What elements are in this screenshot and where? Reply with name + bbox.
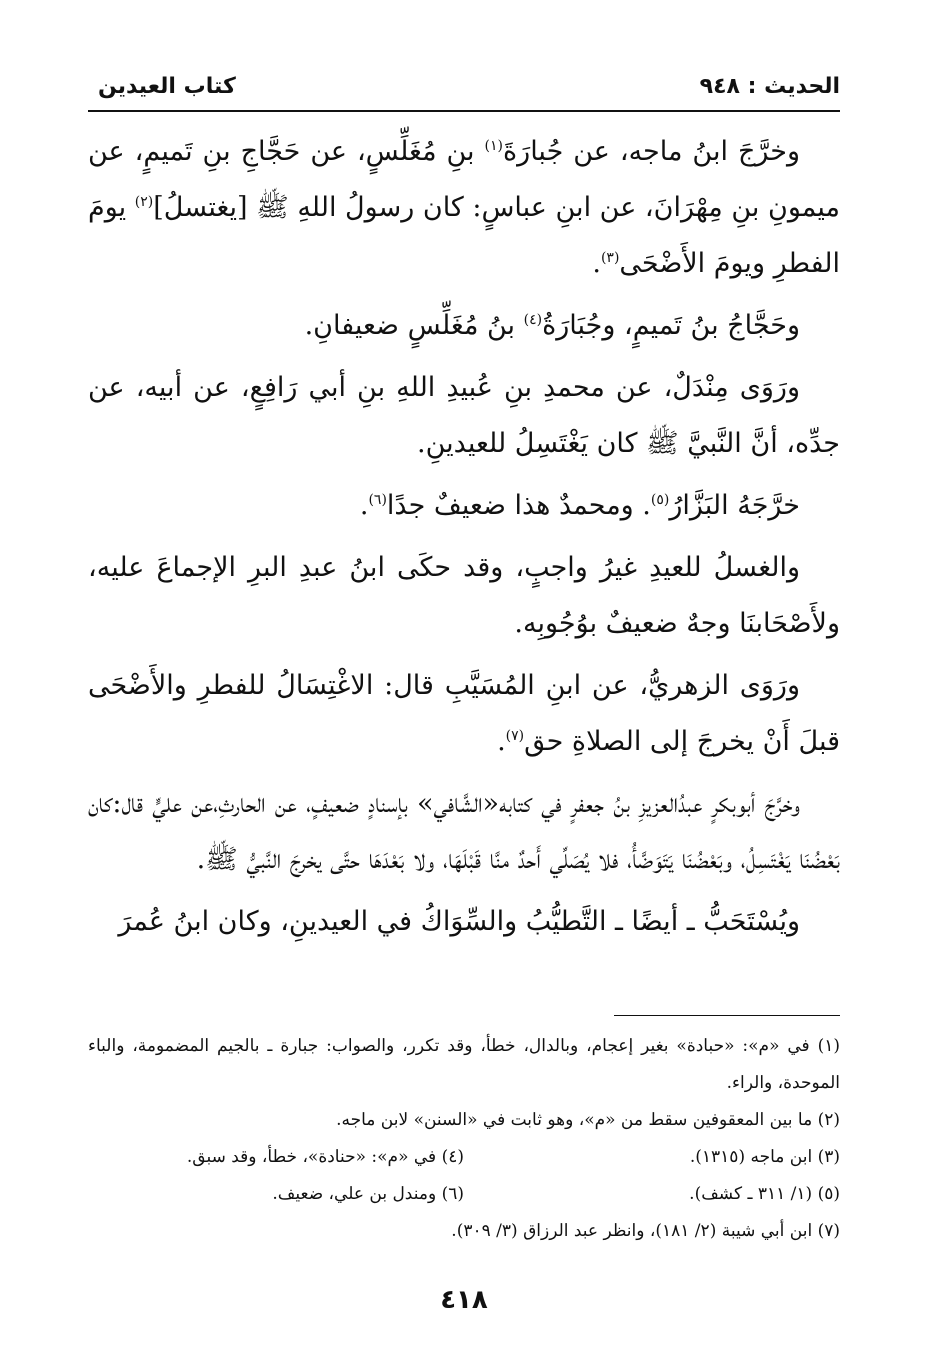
paragraph-7: وخرَّجَ أبوبكرٍ عبدُالعزيزِ بنُ جعفرٍ في كتابه«الشَّافي» بإسنادٍ ضعيفٍ، عن الحارثِ،عن عليٍّ قال:كان بَعْضُنَا يَغْتَسِلُ، وبَعْضُنَا يَتَوَضَّأُ، فلا يُصَلِّي أَحدٌ منَّا قَبْلَهَا، ولا بَعْدَهَا حتَّى يخرجَ النَّبيُّ ﷺ. — [88, 788, 840, 875]
footnote-ref-7: (٧) — [505, 728, 525, 744]
footnote-ref-2: (٢) — [134, 194, 154, 210]
footnote-1: (١) في «م»: «حبادة» بغير إعجام، وبالدال، خطأ، وقد تكرر، والصواب: جبارة ـ بالجيم المضمومة، والباء الموحدة، والراء. — [88, 1036, 840, 1093]
page-number: ٤١٨ — [440, 1285, 488, 1315]
footnote-row-3-4 — [88, 1139, 840, 1176]
paragraph-1: وخرَّجَ ابنُ ماجه، عن جُبارَةَ$^{(١)}$ بنِ مُغَلِّسٍ، عن حَجَّاجِ بنِ تَميمٍ، عن ميمونِ بنِ مِهْرَانَ، عن ابنِ عباسٍ: كان رسولُ اللهِ ﷺ [يغتسلُ]$^{(٢)}$ يومَ الفطرِ ويومَ الأَضْحَى$^{(٣)}$. — [88, 136, 841, 279]
footnote-ref-4: (٤) — [523, 312, 543, 328]
paragraph-2: وحَجَّاجُ بنُ تَميمٍ، وجُبَارَةُ$^{(٤)}$ بنُ مُغَلِّسٍ ضعيفانِ. — [304, 310, 800, 341]
footnote-ref-6: (٦) — [368, 492, 387, 508]
footnote-4: (٤) في «م»: «حنادة»، خطأ، وقد سبق. — [186, 1147, 464, 1167]
footnotes — [88, 1028, 840, 1250]
hadith-number: الحديث : ٩٤٨ — [699, 74, 840, 99]
footnote-row-5-6 — [88, 1176, 840, 1213]
paragraph-5: والغسلُ للعيدِ غيرُ واجبٍ، وقد حكَى ابنُ عبدِ البرِ الإجماعَ عليه، ولأَصْحَابنَا وجهٌ ضعيفٌ بوُجُوبِه. — [88, 552, 840, 639]
footnote-ref-3: (٣) — [600, 250, 620, 266]
footnote-ref-1: (١) — [484, 138, 504, 154]
footnote-ref-5: (٥) — [650, 492, 670, 508]
footnote-6: (٦) ومندل بن علي، ضعيف. — [272, 1184, 464, 1204]
footnote-3: (٣) ابن ماجه (١٣١٥). — [689, 1147, 840, 1167]
running-header — [88, 70, 840, 112]
footnote-5: (٥) (١/ ٣١١ ـ كشف). — [689, 1184, 840, 1204]
book-page — [88, 60, 840, 1330]
paragraph-6: ورَوَى الزهريُّ، عن ابنِ المُسَيَّبِ قال: الاغْتِسَالُ للفطرِ والأَضْحَى قبلَ أَنْ يخرجَ إلى الصلاةِ حق$^{(٧)}$. — [88, 670, 840, 757]
paragraph-4: خرَّجَهُ البَزَّارُ$^{(٥)}$. ومحمدٌ هذا ضعيفٌ جدًا$^{(٦)}$. — [359, 490, 800, 521]
book-title: كتاب العيدين — [98, 74, 236, 99]
main-text — [88, 124, 840, 956]
footnote-divider — [614, 1015, 840, 1016]
footnote-7: (٧) ابن أبي شيبة (٢/ ١٨١)، وانظر عبد الرزاق (٣/ ٣٠٩). — [451, 1221, 840, 1241]
paragraph-3: ورَوَى مِنْدَلٌ، عن محمدِ بنِ عُبيدِ اللهِ بنِ أبي رَافِعٍ، عن أبيه، عن جدِّه، أنَّ النَّبيَّ ﷺ كان يَغْتَسِلُ للعيدينِ. — [88, 372, 840, 459]
paragraph-8: ويُسْتَحَبُّ ـ أيضًا ـ التَّطيُّبُ والسِّوَاكُ في العيدينِ، وكان ابنُ عُمرَ — [118, 906, 800, 937]
footnote-2: (٢) ما بين المعقوفين سقط من «م»، وهو ثابت في «السنن» لابن ماجه. — [336, 1110, 840, 1130]
